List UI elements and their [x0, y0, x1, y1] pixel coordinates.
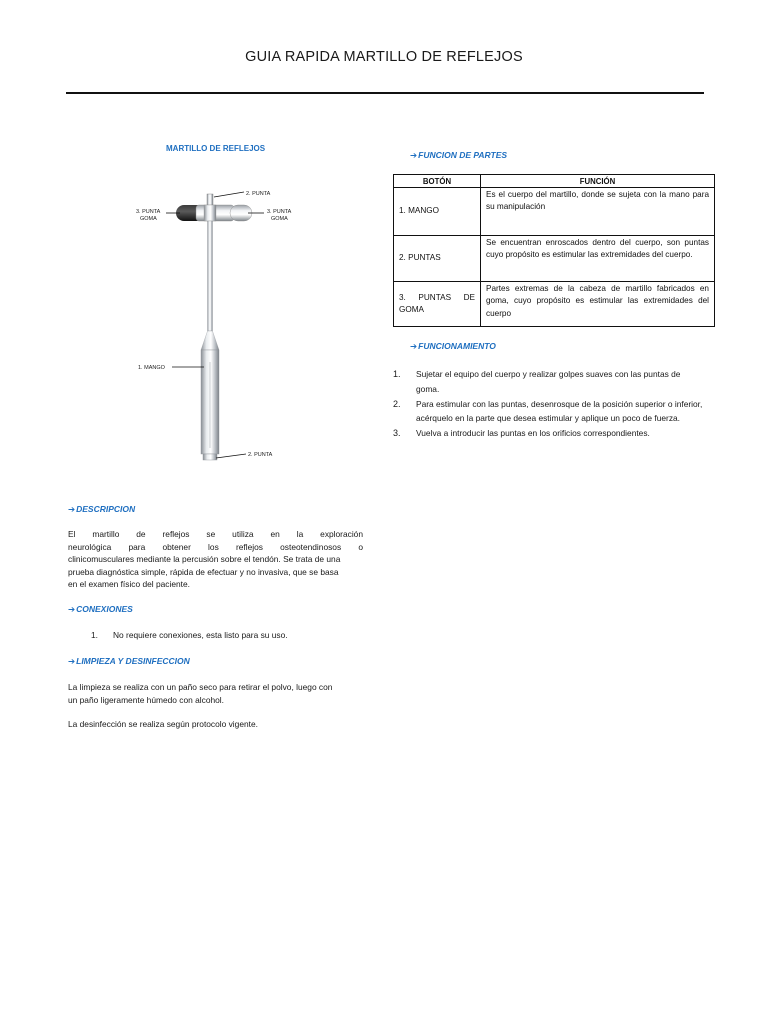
bottom-tip — [203, 454, 217, 460]
descripcion-text: El martillo de reflejos se utiliza en la exploración neurológica para obtener los reflejos osteotendinosos o clinicomusculares mediante la percusión sobre el tendón. Se trata de una prueba diagnóstica simple, rápida de efectuar y no invasiva, que se basa en el examen físico del paciente. — [68, 529, 363, 590]
arrow-icon: ➔ — [68, 656, 76, 666]
label-mango: 1. MANGO — [138, 365, 165, 371]
list-item: 3. Vuelva a introducir las puntas en los orificios correspondientes. — [393, 428, 650, 439]
arrow-icon: ➔ — [68, 504, 76, 514]
table-row — [394, 282, 715, 327]
column-header-funcion: FUNCIÓN — [481, 175, 715, 188]
label-punta-goma-left-2: GOMA — [140, 216, 157, 222]
column-header-boton: BOTÓN — [394, 175, 481, 188]
document-title: GUIA RAPIDA MARTILLO DE REFLEJOS — [245, 49, 523, 65]
arrow-icon: ➔ — [410, 341, 418, 351]
desinfeccion-text: La desinfección se realiza según protocolo vigente. — [68, 719, 258, 729]
arrow-icon: ➔ — [68, 604, 76, 614]
list-item: 1. No requiere conexiones, esta listo para su uso. — [91, 630, 288, 640]
reflex-hammer-illustration — [130, 180, 300, 470]
arrow-icon: ➔ — [410, 150, 418, 160]
label-punta-top: 2. PUNTA — [246, 191, 271, 197]
cell-boton: 3. PUNTAS DE GOMA — [394, 282, 481, 327]
list-item: 1. Sujetar el equipo del cuerpo y realizar golpes suaves con las puntas de goma. — [393, 369, 681, 394]
label-punta-bottom: 2. PUNTA — [248, 452, 273, 458]
shaft — [208, 221, 213, 331]
funcionamiento-list — [393, 367, 705, 441]
top-tip — [207, 194, 213, 206]
funcionamiento-heading: ➔FUNCIONAMIENTO — [410, 341, 496, 351]
cell-boton: 1. MANGO — [394, 188, 481, 236]
funcion-partes-heading: ➔FUNCION DE PARTES — [410, 150, 508, 160]
limpieza-text: La limpieza se realiza con un paño seco para retirar el polvo, luego con un paño ligeramente húmedo con alcohol. — [68, 682, 333, 705]
table-row — [394, 188, 715, 236]
table-row — [394, 236, 715, 282]
label-punta-goma-right: 3. PUNTA — [267, 209, 292, 215]
label-punta-goma-right-2: GOMA — [271, 216, 288, 222]
table-header-row — [394, 175, 715, 188]
conexiones-heading: ➔CONEXIONES — [68, 604, 133, 614]
label-punta-goma-left: 3. PUNTA — [136, 209, 161, 215]
cell-funcion: Es el cuerpo del martillo, donde se sujeta con la mano para su manipulación — [481, 188, 715, 236]
limpieza-heading: ➔LIMPIEZA Y DESINFECCION — [68, 656, 190, 666]
parts-function-table — [393, 174, 715, 327]
cell-funcion: Partes extremas de la cabeza de martillo fabricados en goma, cuyo propósito es estimular las extremidades del cuerpo — [481, 282, 715, 327]
list-item: 2. Para estimular con las puntas, desenrosque de la posición superior o inferior, acérquelo en la parte que desea estimular y aplique un poco de fuerza. — [393, 398, 703, 424]
cell-funcion: Se encuentran enroscados dentro del cuerpo, son puntas cuyo propósito es estimular las extremidades del cuerpo. — [481, 236, 715, 282]
title-divider — [66, 92, 704, 94]
figure-caption: MARTILLO DE REFLEJOS — [166, 144, 266, 153]
descripcion-heading: ➔DESCRIPCION — [68, 504, 136, 514]
conexiones-list — [91, 630, 288, 640]
cell-boton: 2. PUNTAS — [394, 236, 481, 282]
